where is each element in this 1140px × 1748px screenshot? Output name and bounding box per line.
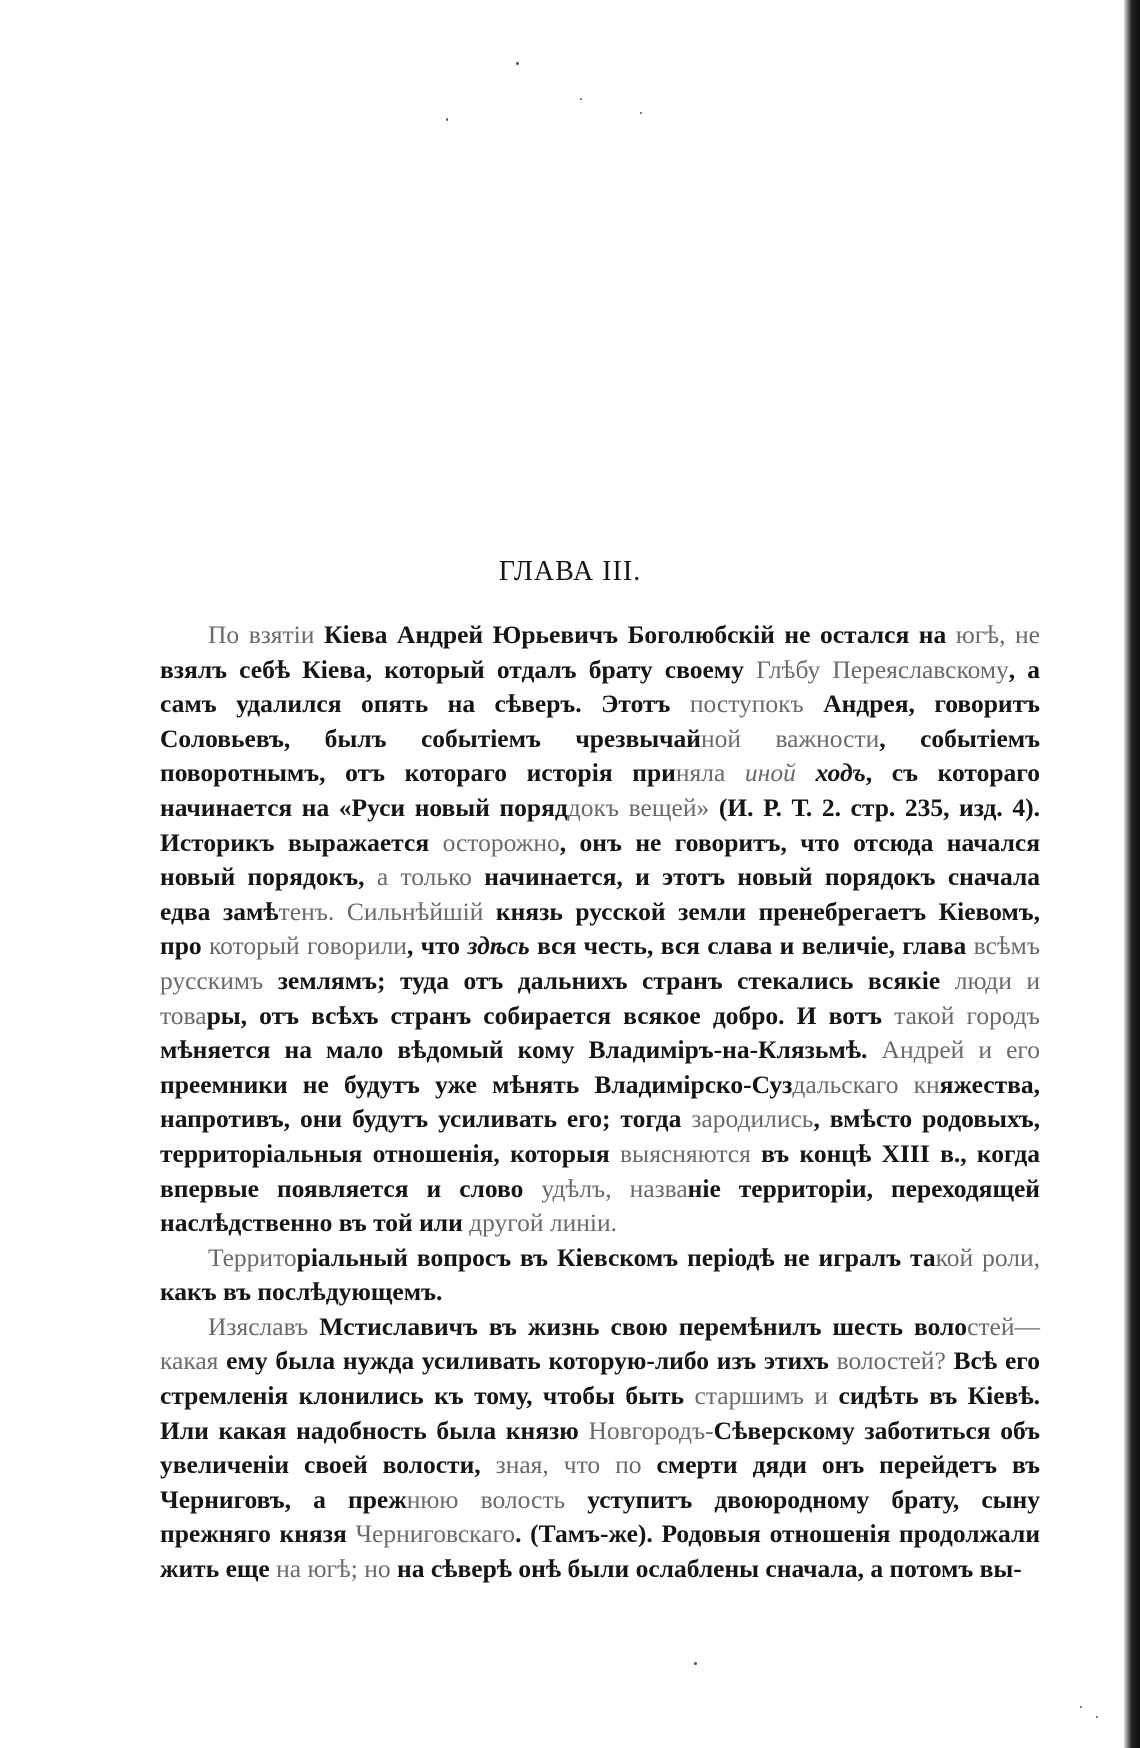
paragraph [160,618,1040,1241]
text-run: ніе территоріи, переходящей наслѣдственно въ той или [160,1173,1040,1238]
text-run: ной важности [700,723,880,753]
text-run: такой городъ [894,1000,1040,1030]
text-run: Черниговскаго [355,1519,516,1549]
chapter-title: ГЛАВА III. [498,556,642,587]
text-run: , а самъ удалился опять на сѣверъ. Этотъ [160,654,1041,719]
text-run: Новгородъ- [588,1415,714,1445]
text-run: сидѣть въ Кіевѣ. Или какая надобность была князю [160,1381,1040,1445]
text-run: здѣсь [467,931,530,961]
text-run: Андрей и его [881,1035,1040,1065]
text-run: югѣ, не [955,620,1040,649]
text-run: на югѣ; но [276,1554,391,1584]
text-run: какъ въ послѣдующемъ. [160,1277,443,1307]
scan-speck [446,118,448,121]
text-run: ріальный вопросъ въ Кіевскомъ періодѣ не игралъ та [296,1242,936,1272]
text-run: (И. Р. Т. 2. стр. 235, изд. 4). Историкъ выражается [160,792,1041,857]
text-run: ходъ [795,758,866,788]
text-run: а только [376,862,472,892]
text-run: на сѣверѣ онѣ были ослаблены сначала, а потомъ вы- [390,1554,1022,1584]
text-run: дальскаго кн [792,1069,940,1099]
text-run: Кіева Андрей Юрьевичъ Боголюбскій не остался на [314,620,956,649]
text-run: другой линіи. [469,1208,618,1238]
text-run: старшимъ и [694,1381,829,1411]
text-run: нюю волость [406,1484,566,1514]
text-run: , онъ не говоритъ, что отсюда начался новый порядокъ, [160,827,1040,892]
text-run: удѣлъ, назва [541,1173,688,1203]
text-run: Сѣверскому заботиться объ увеличеніи своей волости, [160,1415,1040,1480]
text-run: который говорили [209,931,407,961]
text-run: мѣняется на мало вѣдомый кому Владиміръ-на-Клязьмѣ. [160,1035,882,1065]
text-run: докъ вещей» [567,792,710,822]
text-run: Глѣбу Переяславскому [756,654,1009,684]
text-run: взялъ себѣ Кіева, который отдалъ брату своему [160,654,757,684]
binding-edge [1124,0,1140,1748]
paragraph [160,1241,1040,1310]
scan-speck [1080,1706,1082,1708]
paragraph [160,1310,1040,1587]
text-run: , что [406,931,468,961]
text-run: , съ котораго начинается на «Руси новый поряд [160,758,1040,822]
text-run: . (Тамъ-же). Родовыя отношенія продолжали жить еще [160,1519,1041,1584]
text-run: ры, отъ всѣхъ странъ собирается всякое добро. И вотъ [206,1000,895,1030]
text-run: въ концѣ XIII в., когда впервые появляется и слово [160,1138,1040,1203]
scan-speck [694,1662,697,1665]
text-run: Террито [208,1242,297,1272]
text-run: Всѣ его стремленія клонились къ тому, чтобы быть [160,1346,1040,1411]
text-run: По взятіи [208,620,315,649]
text-run: волостей? [836,1346,946,1376]
text-run: кой роли, [935,1242,1040,1272]
scan-speck [580,98,582,100]
text-run: князь русской земли пренебрегаетъ Кіевомъ, про [160,896,1041,961]
text-run: смерти дяди онъ перейдетъ въ Черниговъ, а преж [160,1450,1040,1514]
text-run: люди и това [160,965,1040,1030]
text-run: иной [744,758,796,788]
text-run: всѣмъ русскимъ [160,931,1041,995]
text-run: осторожно [442,827,560,857]
text-run: зная, что по [495,1450,642,1480]
text-run: стей—какая [160,1311,1040,1376]
body-text [160,618,1040,1587]
text-run: няла [675,758,745,788]
text-run: вся честь, вся слава и величіе, глава [529,931,974,961]
text-run: ему была нужда усиливать которую-либо изъ этихъ [218,1346,837,1376]
text-run: , вмѣсто родовыхъ, территоріальныя отношенія, которыя [160,1104,1040,1168]
text-run: Мстиславичъ въ жизнь свою перемѣнилъ шесть воло [308,1311,968,1341]
text-run: преемники не будутъ уже мѣнять Владимірско-Суз [160,1069,793,1099]
text-run: Изяславъ [208,1311,309,1341]
text-run: Андрея, говоритъ Соловьевъ, былъ событіемъ чрезвычай [160,689,1040,753]
text-run: зародились [691,1104,814,1134]
text-run: яжества, напротивъ, они будутъ усиливать его; тогда [160,1069,1040,1134]
text-run: выясняются [620,1138,751,1168]
text-run: , событіемъ поворотнымъ, отъ котораго исторія при [160,723,1040,788]
text-run: уступитъ двоюродному брату, сыну прежняго князя [160,1484,1040,1549]
text-run: начинается, и этотъ новый порядокъ сначала едва замѣ [160,862,1040,926]
text-run: тенъ. Сильнѣйшій [278,896,484,926]
text-run: землямъ; туда отъ дальнихъ странъ стекались всякіе [263,965,955,995]
scan-speck [640,112,642,114]
scan-speck [1096,1716,1098,1718]
text-run: поступокъ [689,689,804,719]
scan-speck [516,62,519,65]
